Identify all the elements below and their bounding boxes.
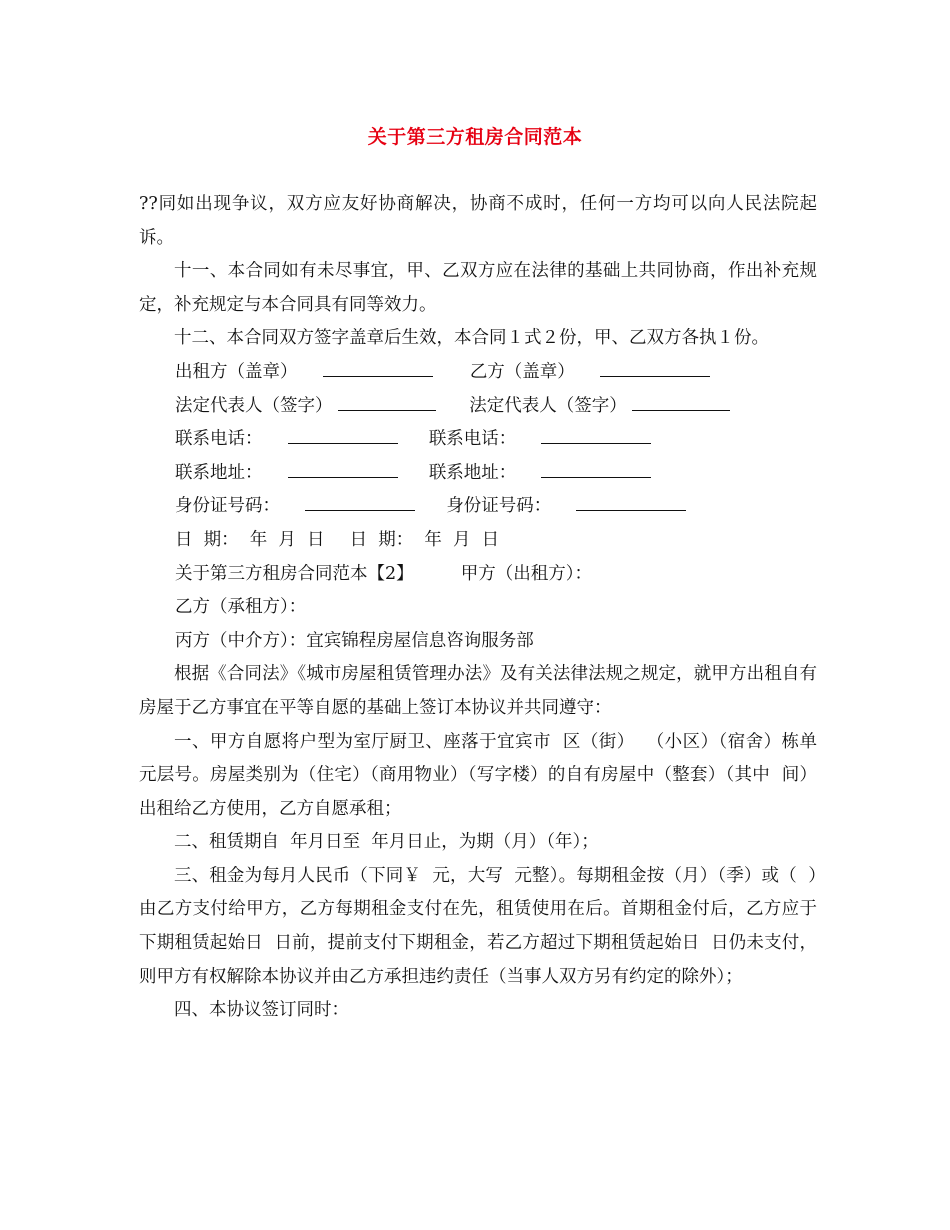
address-label-1: 联系地址： [175, 462, 263, 483]
address-blank-2 [541, 457, 651, 478]
phone-label-1: 联系电话： [175, 429, 263, 450]
section-2-heading-row [139, 558, 817, 592]
lessee-seal-label: 乙方（盖章） [469, 361, 575, 382]
phone-blank-2 [541, 423, 651, 444]
paragraph-clause-3: 三、租金为每月人民币（下同￥ 元，大写 元整）。每期租金按（月）（季）或（ ）由乙方支付给甲方，乙方每期租金支付在先，租赁使用在后。首期租金付后，乙方应于下期租赁起始日 日前，提前支付下期租金，若乙方超过下期租赁起始日 日仍未支付，则甲方有权解除本协议并由乙方承担违约责任（当事人双方另有约定的除外）； [139, 865, 817, 987]
paragraph-clause-1: 一、甲方自愿将户型为室厅厨卫、座落于宜宾市 区（街） （小区）（宿舍）栋单元层号。房屋类别为（住宅）（商用物业）（写字楼）的自有房屋中（整套）（其中 间）出租给乙方使用，乙方自愿承租； [139, 731, 817, 819]
paragraph-dispute: ??同如出现争议，双方应友好协商解决，协商不成时，任何一方均可以向人民法院起诉。 [139, 194, 817, 248]
id-label-1: 身份证号码： [175, 496, 280, 517]
address-blank-1 [288, 457, 398, 478]
date-label-1: 日 期： 年 月 日 [175, 529, 325, 550]
party-c-label: 丙方（中介方）：宜宾锦程房屋信息咨询服务部 [175, 630, 534, 651]
document-title: 关于第三方租房合同范本 [367, 126, 583, 148]
paragraph-article-11: 十一、本合同如有未尽事宜，甲、乙双方应在法律的基础上共同协商，作出补充规定，补充规定与本合同具有同等效力。 [139, 261, 817, 315]
paragraph-article-12: 十二、本合同双方签字盖章后生效，本合同１式２份，甲、乙双方各执１份。 [174, 328, 769, 349]
phone-blank-1 [288, 423, 398, 444]
lessor-seal-blank [323, 356, 433, 377]
signature-row-address [139, 457, 817, 491]
party-c-row [139, 625, 817, 659]
lessee-seal-blank [600, 356, 710, 377]
legal-rep-label-2: 法定代表人（签字） [469, 395, 627, 416]
document-body [139, 188, 817, 1028]
signature-row-date [139, 524, 817, 558]
party-a-label: 甲方（出租方）： [460, 563, 593, 584]
date-label-2: 日 期： 年 月 日 [349, 529, 500, 550]
paragraph-clause-4: 四、本协议签订同时： [174, 1000, 349, 1021]
paragraph-preamble: 根据《合同法》《城市房屋租赁管理办法》及有关法律法规之规定，就甲方出租自有房屋于乙方事宜在平等自愿的基础上签订本协议并共同遵守： [139, 664, 817, 718]
id-blank-1 [305, 490, 415, 511]
id-label-2: 身份证号码： [446, 496, 552, 517]
signature-row-phone [139, 423, 817, 457]
legal-rep-label-1: 法定代表人（签字） [175, 395, 333, 416]
signature-row-legal-rep [139, 390, 817, 424]
section-2-title: 关于第三方租房合同范本【2】 [175, 563, 414, 584]
legal-rep-blank-2 [632, 390, 730, 411]
signature-row-seal [139, 356, 817, 390]
party-b-row [139, 591, 817, 625]
signature-row-id [139, 490, 817, 524]
lessor-seal-label: 出租方（盖章） [175, 361, 298, 382]
party-b-label: 乙方（承租方）： [175, 597, 307, 618]
address-label-2: 联系地址： [428, 462, 517, 483]
id-blank-2 [576, 490, 686, 511]
phone-label-2: 联系电话： [428, 429, 517, 450]
paragraph-clause-2: 二、租赁期自 年月日至 年月日止，为期（月）（年）； [174, 832, 599, 853]
legal-rep-blank-1 [338, 390, 436, 411]
